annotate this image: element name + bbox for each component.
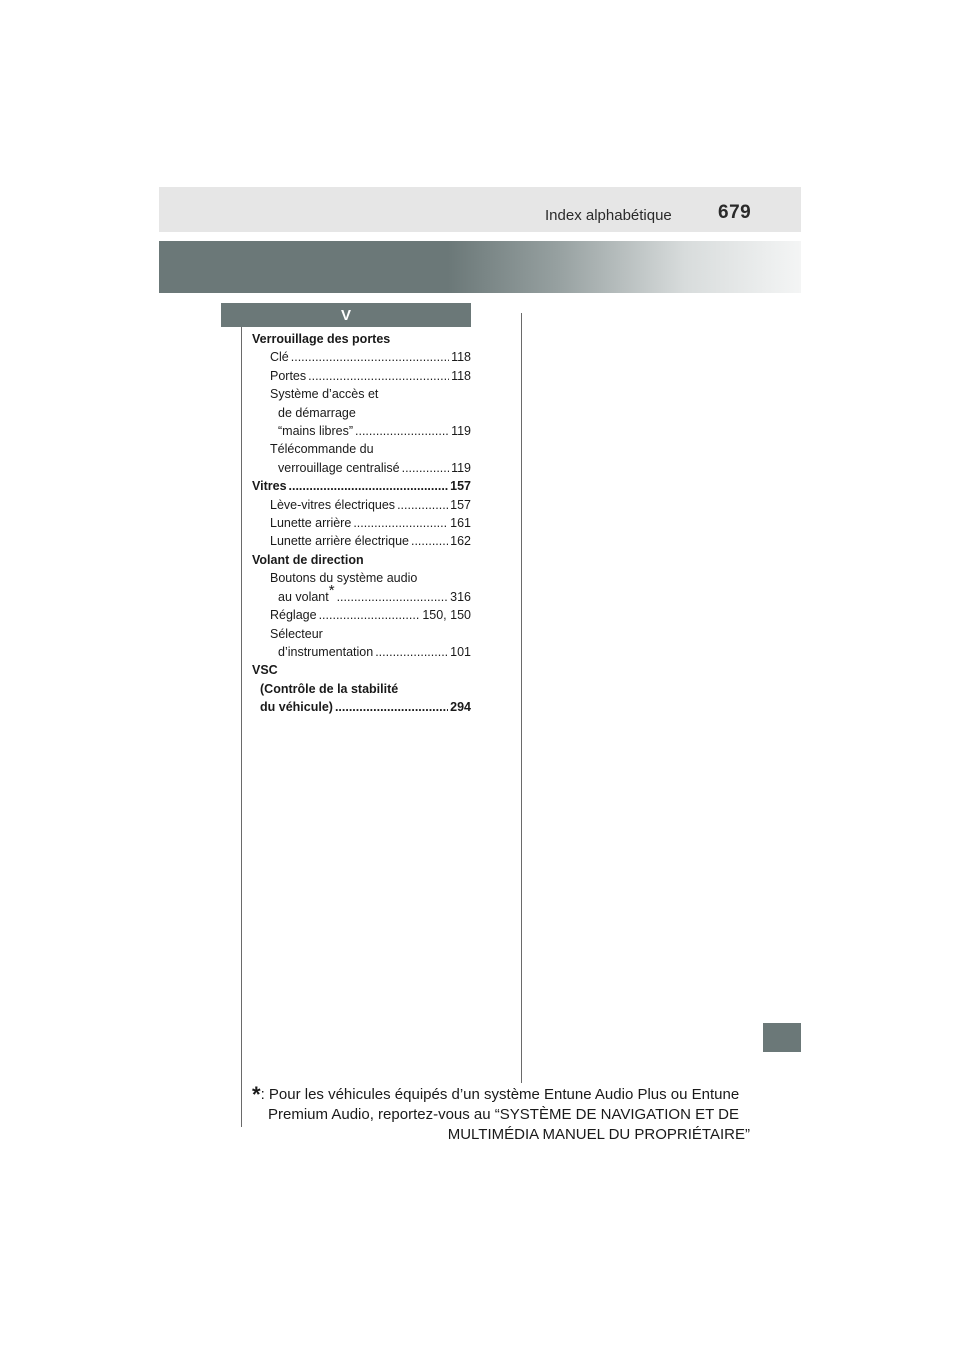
entry-page: 150, 150: [422, 608, 471, 623]
dot-leader: [291, 348, 449, 366]
dot-leader: [397, 496, 448, 514]
entry-page: 118: [451, 368, 471, 383]
index-entry: [252, 643, 471, 661]
index-heading: Verrouillage des portes: [252, 332, 391, 346]
entry-label: Clé: [270, 350, 289, 365]
entry-page: 162: [450, 534, 471, 549]
index-entry: [252, 496, 471, 514]
dot-leader: [308, 367, 449, 385]
index-entry: [252, 459, 471, 477]
dot-leader: [335, 698, 448, 716]
entry-label-continued: (Contrôle de la stabilité: [260, 681, 399, 696]
header-bar: [159, 187, 801, 232]
index-entry: [252, 514, 471, 532]
decorative-band: [159, 241, 801, 293]
entry-label-continued: “mains libres”: [278, 424, 354, 439]
index-entries: [252, 330, 471, 717]
index-entry: [252, 348, 471, 366]
entry-label: Système d’accès et: [270, 387, 379, 402]
entry-page: 157: [450, 479, 471, 494]
entry-label-continued: du véhicule): [260, 700, 333, 715]
entry-label: Vitres: [252, 479, 287, 494]
index-entry: [252, 367, 471, 385]
section-side-tab: [763, 1023, 801, 1052]
entry-page: 118: [451, 350, 471, 365]
dot-leader: [411, 532, 448, 550]
entry-label: Lunette arrière: [270, 516, 352, 531]
header-title: Index alphabétique: [545, 207, 672, 224]
dot-leader: [337, 588, 449, 606]
entry-label-continued: [278, 581, 335, 606]
entry-label: Lève-vitres électriques: [270, 497, 396, 512]
column-rule-left: [241, 327, 242, 1127]
index-entry: [252, 698, 471, 716]
footnote-line: [252, 1082, 750, 1107]
dot-leader: [402, 459, 449, 477]
index-heading-entry: [252, 477, 471, 495]
dot-leader: [289, 477, 449, 495]
entry-label: Portes: [270, 368, 307, 383]
index-heading: VSC: [252, 663, 278, 678]
entry-label: Boutons du système audio: [270, 571, 418, 586]
footnote-text: : Pour les véhicules équipés d’un système Entune Audio Plus ou Entune: [260, 1086, 740, 1103]
entry-page: 157: [450, 497, 471, 512]
footnote-line: Premium Audio, reportez-vous au “SYSTÈME DE NAVIGATION ET DE: [268, 1106, 739, 1123]
entry-label: Sélecteur: [270, 626, 323, 641]
entry-label-continued: de démarrage: [278, 405, 356, 420]
index-heading: Volant de direction: [252, 552, 364, 567]
footnote-star: *: [252, 1082, 261, 1107]
footnote-line: MULTIMÉDIA MANUEL DU PROPRIÉTAIRE”: [447, 1126, 750, 1143]
index-entry: [252, 422, 471, 440]
dot-leader: [353, 514, 448, 532]
section-letter: V: [340, 306, 351, 324]
page-number: 679: [718, 202, 752, 223]
section-letter-header: [221, 303, 471, 327]
entry-label-continued: d’instrumentation: [278, 644, 374, 659]
entry-page: 119: [451, 424, 471, 439]
entry-page: 294: [450, 700, 471, 715]
column-rule-middle: [521, 313, 522, 1083]
entry-label: Télécommande du: [270, 442, 374, 457]
entry-label: Réglage: [270, 608, 317, 623]
entry-page: 161: [450, 516, 471, 531]
index-entry: [252, 532, 471, 550]
entry-page: 119: [451, 460, 471, 475]
entry-label: Lunette arrière électrique: [270, 534, 409, 549]
entry-page: 316: [450, 589, 471, 604]
dot-leader: [319, 606, 421, 624]
entry-label-continued: verrouillage centralisé: [278, 460, 400, 475]
footnote: [252, 1082, 750, 1145]
entry-page: 101: [450, 644, 471, 659]
dot-leader: [375, 643, 448, 661]
index-entry: [252, 606, 471, 624]
index-entry: [252, 581, 471, 606]
dot-leader: [355, 422, 449, 440]
footnote-star: *: [328, 581, 335, 599]
entry-label-text: au volant: [278, 589, 329, 604]
